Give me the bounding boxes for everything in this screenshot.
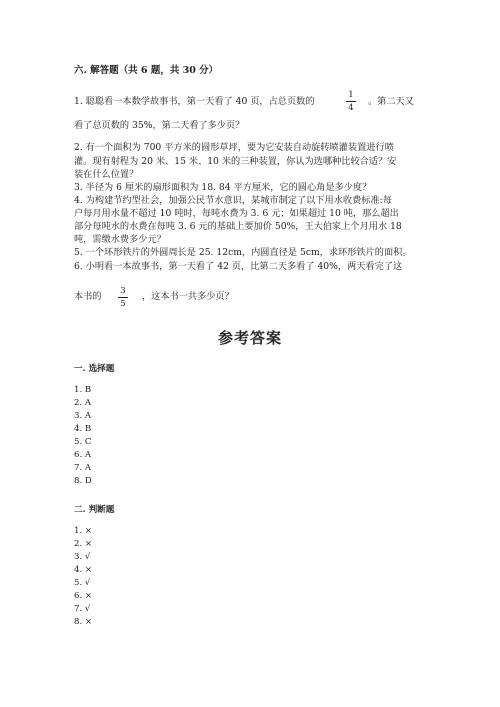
fraction-numerator: 3 (120, 286, 126, 296)
question-2-line-3: 装在什么位置？ (74, 169, 139, 180)
choice-answer: 3. A (74, 411, 92, 421)
judge-answer: 6. × (74, 591, 93, 601)
fraction-numerator: 1 (348, 90, 354, 100)
question-2-line-2: 灌。现有射程为 20 米、15 米、10 米的三种装置，你认为选哪种比较合适？安 (74, 156, 397, 167)
question-4-line-2: 户每月用水量不超过 10 吨时，每吨水费为 3. 6 元；如果超过 10 吨，那么超出 (74, 208, 399, 219)
question-2-line-1: 2. 有一个面积为 700 平方米的圆形草坪，要为它安装自动旋转喷灌装置进行喷 (74, 142, 394, 153)
judge-answer: 4. × (74, 565, 93, 575)
choice-answer: 5. C (74, 437, 92, 447)
choice-answer: 8. D (74, 476, 92, 486)
judge-answer: 1. × (74, 526, 93, 536)
choice-answer: 2. A (74, 398, 92, 408)
choice-answer: 4. B (74, 424, 92, 434)
judge-section-title: 二. 判断题 (74, 505, 115, 515)
question-6-text: 本书的 (74, 291, 102, 302)
question-6-line-1: 6. 小明看一本故事书，第一天看了 42 页，比第二天多看了 40%，两天看完了这 (74, 261, 403, 272)
question-1-text: 1. 聪聪看一本数学故事书，第一天看了 40 页，占总页数的 (74, 96, 315, 107)
question-4-line-3: 部分每吨水的水费在每吨 3. 6 元的基础上要加价 50%，王大伯家上个月用水 18 (74, 221, 402, 232)
answer-key-title: 参考答案 (217, 329, 282, 347)
question-5: 5. 一个环形铁片的外圆周长是 25. 12cm，内圆直径是 5cm，求环形铁片的面积。 (74, 247, 412, 258)
judge-answer: 7. √ (74, 604, 91, 614)
question-4-line-1: 4. 为构建节约型社会，加强公民节水意识，某城市制定了以下用水收费标准:每 (74, 195, 392, 206)
choice-section-title: 一. 选择题 (74, 364, 115, 374)
fraction-denominator: 5 (120, 299, 126, 309)
judge-answer: 3. √ (74, 552, 91, 562)
fraction-bar (118, 297, 128, 298)
question-6-text-continued: ，这本书一共多少页？ (142, 291, 234, 302)
question-3: 3. 半径为 6 厘米的扇形面积为 18. 84 平方厘米，它的圆心角是多少度？ (74, 182, 372, 193)
fraction-one-quarter (346, 90, 356, 113)
fraction-denominator: 4 (348, 103, 354, 113)
judge-answer: 5. √ (74, 578, 91, 588)
judge-answer: 8. × (74, 617, 93, 627)
question-4-line-4: 吨，需缴水费多少元？ (74, 234, 166, 245)
fraction-bar (346, 101, 356, 102)
judge-answer: 2. × (74, 539, 93, 549)
question-1-line-1 (74, 95, 315, 108)
choice-answer: 1. B (74, 385, 92, 395)
choice-answer: 7. A (74, 463, 92, 473)
question-1-text-continued: 。第二天又 (368, 96, 414, 107)
section-title: 六. 解答题（共 6 题，共 30 分） (74, 65, 219, 76)
choice-answer: 6. A (74, 450, 92, 460)
question-1-line-2: 看了总页数的 35%，第二天看了多少页？ (74, 120, 245, 131)
fraction-three-fifths (118, 286, 128, 309)
